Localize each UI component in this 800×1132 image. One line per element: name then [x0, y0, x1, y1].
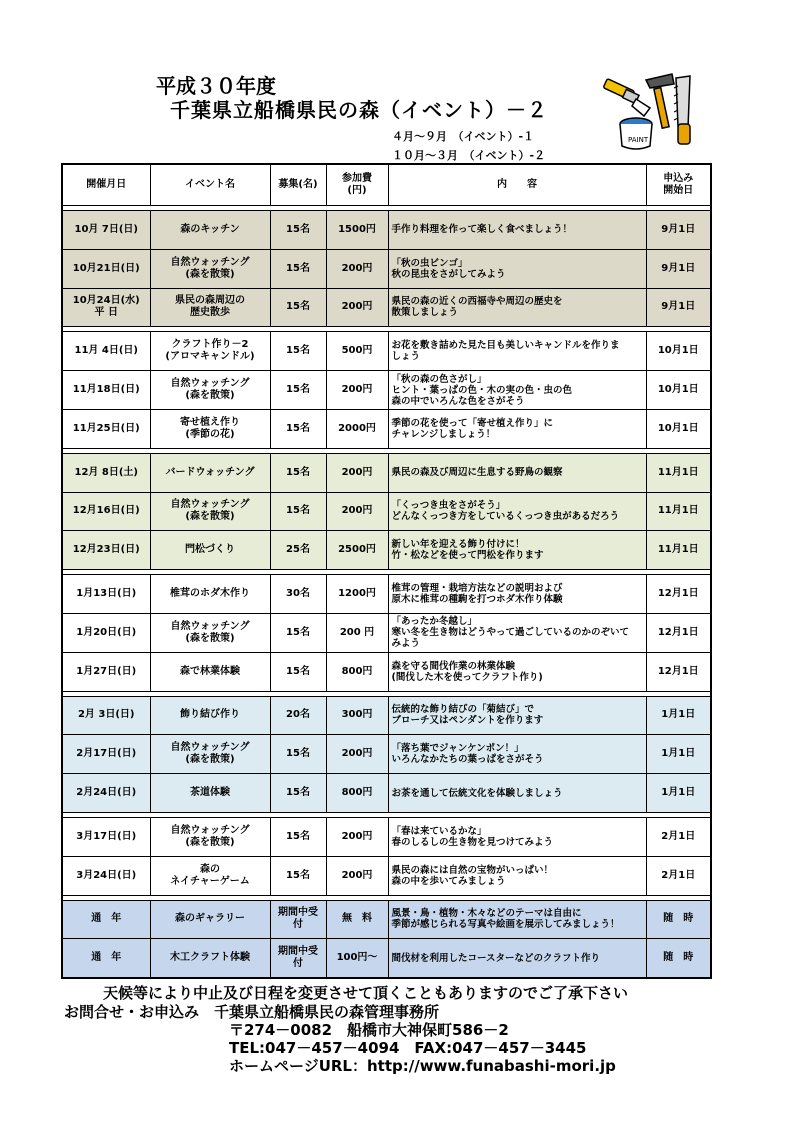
cell-event: 自然ウォッチング (森を散策): [150, 735, 270, 774]
footer-notice: 天候等により中止及び日程を変更させて頂くこともありますのでご了承下さい: [103, 984, 629, 1002]
cell-apply: 11月1日: [646, 453, 711, 492]
cell-apply: 1月1日: [646, 696, 711, 735]
cell-date: 3月24日(日): [62, 856, 150, 895]
cell-content: 季節の花を使って「寄せ植え作り」に チャレンジしましょう！: [388, 409, 646, 448]
cell-capacity: 期間中受付: [270, 900, 326, 939]
cell-fee: 200円: [326, 453, 388, 492]
table-row: [62, 453, 711, 492]
cell-event: 自然ウォッチング (森を散策): [150, 613, 270, 652]
cell-event: 森のキッチン: [150, 211, 270, 250]
cell-event: 寄せ植え作り (季節の花): [150, 409, 270, 448]
table-row: [62, 288, 711, 327]
cell-fee: 200円: [326, 817, 388, 856]
cell-capacity: 30名: [270, 575, 326, 614]
cell-date: 1月13日(日): [62, 575, 150, 614]
events-table: [61, 163, 712, 979]
cell-event: 門松づくり: [150, 531, 270, 570]
table-row: [62, 735, 711, 774]
cell-content: 県民の森及び周辺に生息する野鳥の観察: [388, 453, 646, 492]
cell-fee: 200円: [326, 492, 388, 531]
cell-apply: 12月1日: [646, 613, 711, 652]
cell-date: 11月25日(日): [62, 409, 150, 448]
cell-date: 12月 8日(土): [62, 453, 150, 492]
table-row: [62, 409, 711, 448]
cell-capacity: 15名: [270, 817, 326, 856]
cell-content: 「落ち葉でジャンケンポン！」 いろんなかたちの葉っぱをさがそう: [388, 735, 646, 774]
cell-content: 「あったか冬越し」 寒い冬を生き物はどうやって過ごしているのかのぞいて みよう: [388, 613, 646, 652]
cell-content: 県民の森の近くの西福寺や周辺の歴史を 散策しましょう: [388, 288, 646, 327]
cell-apply: 11月1日: [646, 531, 711, 570]
cell-event: クラフト作り－2 (アロマキャンドル): [150, 332, 270, 371]
cell-content: 伝統的な飾り結びの「菊結び」で ブローチ又はペンダントを作ります: [388, 696, 646, 735]
cell-apply: 1月1日: [646, 774, 711, 813]
cell-content: 新しい年を迎える飾り付けに！ 竹・松などを使って門松を作ります: [388, 531, 646, 570]
cell-capacity: 15名: [270, 652, 326, 691]
cell-content: 椎茸の管理・栽培方法などの説明および 原木に椎茸の種駒を打つホダ木作り体験: [388, 575, 646, 614]
table-row: [62, 652, 711, 691]
cell-event: 森のギャラリー: [150, 900, 270, 939]
header-capacity: 募集(名): [270, 164, 326, 206]
cell-content: 「秋の森の色さがし」 ヒント・葉っぱの色・木の実の色・虫の色 森の中でいろんな色をさがそう: [388, 371, 646, 410]
cell-event: 自然ウォッチング (森を散策): [150, 817, 270, 856]
header-fee: 参加費 (円): [326, 164, 388, 206]
cell-event: 自然ウォッチング (森を散策): [150, 492, 270, 531]
cell-event: 県民の森周辺の 歴史散歩: [150, 288, 270, 327]
cell-event: 木工クラフト体験: [150, 939, 270, 978]
cell-fee: 2000円: [326, 409, 388, 448]
cell-apply: 10月1日: [646, 409, 711, 448]
table-row: [62, 249, 711, 288]
cell-date: 10月24日(水) 平 日: [62, 288, 150, 327]
cell-apply: 2月1日: [646, 856, 711, 895]
cell-apply: 随 時: [646, 939, 711, 978]
cell-event: 森の ネイチャーゲーム: [150, 856, 270, 895]
cell-date: 通 年: [62, 939, 150, 978]
table-row: [62, 774, 711, 813]
cell-capacity: 期間中受付: [270, 939, 326, 978]
table-row: [62, 817, 711, 856]
cell-fee: 200 円: [326, 613, 388, 652]
table-row: [62, 856, 711, 895]
cell-capacity: 15名: [270, 774, 326, 813]
cell-apply: 12月1日: [646, 575, 711, 614]
cell-fee: 200円: [326, 288, 388, 327]
cell-event: 森で林業体験: [150, 652, 270, 691]
subtitle-apr-sep: ４月～９月 （イベント）-１: [392, 130, 535, 143]
cell-date: 12月23日(日): [62, 531, 150, 570]
cell-fee: 800円: [326, 774, 388, 813]
cell-capacity: 15名: [270, 371, 326, 410]
cell-fee: 無 料: [326, 900, 388, 939]
table-row: [62, 492, 711, 531]
cell-apply: 12月1日: [646, 652, 711, 691]
cell-content: 「くっつき虫をさがそう」 どんなくっつき方をしているくっつき虫があるだろう: [388, 492, 646, 531]
cell-date: 11月 4日(日): [62, 332, 150, 371]
cell-capacity: 15名: [270, 492, 326, 531]
table-header-row: [62, 164, 711, 206]
cell-apply: 2月1日: [646, 817, 711, 856]
cell-fee: 800円: [326, 652, 388, 691]
cell-apply: 9月1日: [646, 211, 711, 250]
cell-event: 自然ウォッチング (森を散策): [150, 249, 270, 288]
cell-date: 1月20日(日): [62, 613, 150, 652]
table-row: [62, 575, 711, 614]
cell-content: 県民の森には自然の宝物がいっぱい！ 森の中を歩いてみましょう: [388, 856, 646, 895]
cell-fee: 200円: [326, 856, 388, 895]
events-table-body: [62, 206, 711, 979]
cell-capacity: 15名: [270, 453, 326, 492]
diy-tools-icon: [598, 66, 698, 154]
cell-event: バードウォッチング: [150, 453, 270, 492]
table-row: [62, 211, 711, 250]
cell-event: 椎茸のホダ木作り: [150, 575, 270, 614]
table-row: [62, 613, 711, 652]
cell-content: 風景・鳥・植物・木々などのテーマは自由に 季節が感じられる写真や絵画を展示してみましょう！: [388, 900, 646, 939]
cell-fee: 2500円: [326, 531, 388, 570]
cell-content: 「春は来ているかな」 春のしるしの生き物を見つけてみよう: [388, 817, 646, 856]
cell-content: 間伐材を利用したコースターなどのクラフト作り: [388, 939, 646, 978]
cell-capacity: 25名: [270, 531, 326, 570]
cell-date: 12月16日(日): [62, 492, 150, 531]
header-event: イベント名: [150, 164, 270, 206]
can-label: PAINT: [628, 136, 649, 144]
cell-fee: 500円: [326, 332, 388, 371]
cell-apply: 10月1日: [646, 371, 711, 410]
table-row: [62, 371, 711, 410]
cell-capacity: 15名: [270, 288, 326, 327]
cell-capacity: 15名: [270, 613, 326, 652]
cell-date: 2月24日(日): [62, 774, 150, 813]
cell-apply: 10月1日: [646, 332, 711, 371]
cell-date: 2月 3日(日): [62, 696, 150, 735]
header-apply: 申込み 開始日: [646, 164, 711, 206]
page-title-year: 平成３０年度: [156, 74, 276, 98]
cell-capacity: 15名: [270, 735, 326, 774]
table-row: [62, 900, 711, 939]
cell-fee: 200円: [326, 735, 388, 774]
table-row: [62, 332, 711, 371]
cell-capacity: 15名: [270, 249, 326, 288]
table-row: [62, 696, 711, 735]
cell-capacity: 20名: [270, 696, 326, 735]
table-row: [62, 531, 711, 570]
footer-contact: お問合せ・お申込み 千葉県立船橋県民の森管理事務所: [64, 1003, 440, 1021]
cell-fee: 200円: [326, 249, 388, 288]
cell-apply: 11月1日: [646, 492, 711, 531]
cell-apply: 1月1日: [646, 735, 711, 774]
cell-capacity: 15名: [270, 332, 326, 371]
cell-fee: 100円～: [326, 939, 388, 978]
cell-event: 茶道体験: [150, 774, 270, 813]
cell-fee: 200円: [326, 371, 388, 410]
cell-date: 10月 7日(日): [62, 211, 150, 250]
cell-content: お茶を通して伝統文化を体験しましょう: [388, 774, 646, 813]
cell-capacity: 15名: [270, 856, 326, 895]
cell-capacity: 15名: [270, 211, 326, 250]
subtitle-oct-mar: １０月～３月 （イベント）-２: [392, 149, 546, 162]
footer-phone: TEL:047－457－4094 FAX:047－457－3445: [229, 1039, 587, 1057]
page-title: 千葉県立船橋県民の森（イベント）－２: [170, 98, 548, 122]
cell-date: 11月18日(日): [62, 371, 150, 410]
cell-fee: 1500円: [326, 211, 388, 250]
cell-fee: 1200円: [326, 575, 388, 614]
footer-url: ホームページURL：http://www.funabashi-mori.jp: [229, 1057, 616, 1075]
header-content: 内 容: [388, 164, 646, 206]
cell-date: 2月17日(日): [62, 735, 150, 774]
cell-apply: 9月1日: [646, 249, 711, 288]
cell-apply: 9月1日: [646, 288, 711, 327]
cell-date: 1月27日(日): [62, 652, 150, 691]
cell-content: 手作り料理を作って楽しく食べましょう！: [388, 211, 646, 250]
cell-event: 飾り結び作り: [150, 696, 270, 735]
cell-date: 3月17日(日): [62, 817, 150, 856]
table-row: [62, 939, 711, 978]
header-date: 開催月日: [62, 164, 150, 206]
footer-address: 〒274－0082 船橋市大神保町586－2: [229, 1021, 509, 1039]
cell-date: 通 年: [62, 900, 150, 939]
cell-fee: 300円: [326, 696, 388, 735]
cell-date: 10月21日(日): [62, 249, 150, 288]
cell-content: 「秋の虫ビンゴ」 秋の昆虫をさがしてみよう: [388, 249, 646, 288]
cell-event: 自然ウォッチング (森を散策): [150, 371, 270, 410]
cell-content: お花を敷き詰めた見た目も美しいキャンドルを作りま しょう: [388, 332, 646, 371]
cell-content: 森を守る間伐作業の林業体験 (間伐した木を使ってクラフト作り): [388, 652, 646, 691]
cell-apply: 随 時: [646, 900, 711, 939]
cell-capacity: 15名: [270, 409, 326, 448]
